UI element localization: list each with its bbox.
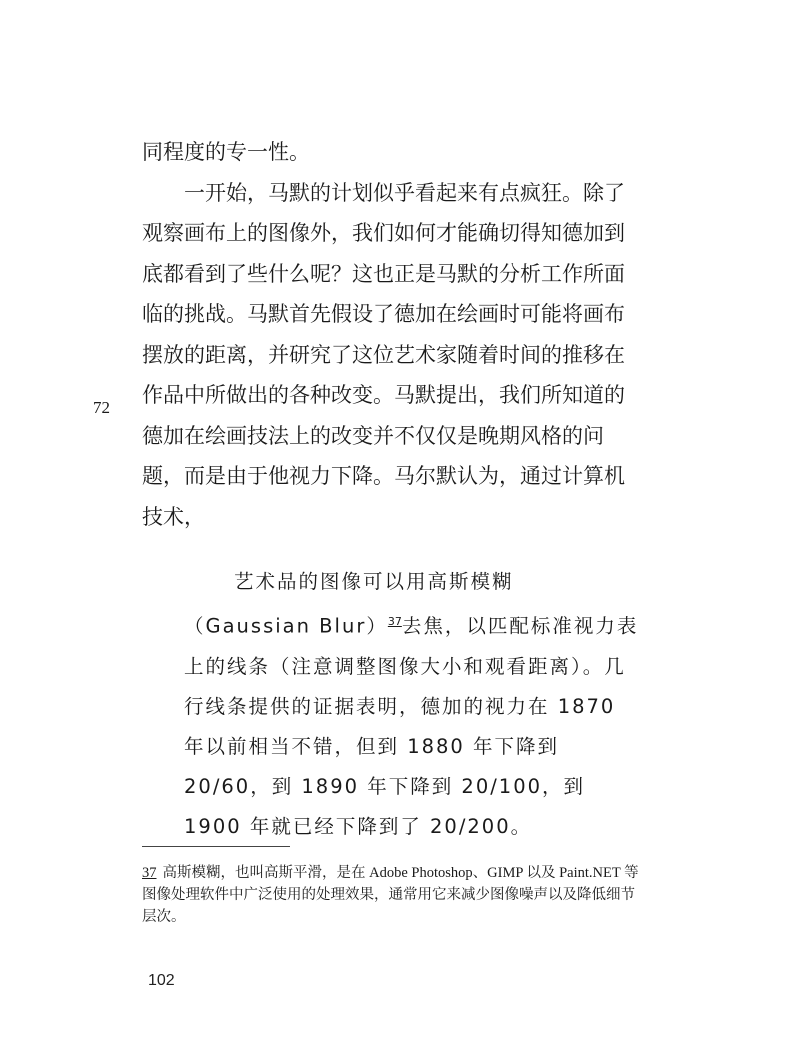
quote-paragraph — [184, 562, 640, 847]
body-paragraph: 一开始，马默的计划似乎看起来有点疯狂。除了观察画布上的图像外，我们如何才能确切得知德加到底都看到了些什么呢？这也正是马默的分析工作所面临的挑战。马默首先假设了德加在绘画时可能将画布摆放的距离，并研究了这位艺术家随着时间的推移在作品中所做出的各种改变。马默提出，我们所知道的德加在绘画技法上的改变并不仅仅是晚期风格的问题，而是由于他视力下降。马尔默认为，通过计算机技术， — [142, 180, 625, 529]
margin-page-number: 72 — [93, 398, 110, 417]
footnote-text: 高斯模糊，也叫高斯平滑，是在 Adobe Photoshop、GIMP 以及 Paint.NET 等图像处理软件中广泛使用的处理效果，通常用它来减少图像噪声以及降低细节层次。 — [142, 865, 639, 925]
block-quote — [184, 562, 640, 847]
quote-text-part2: 去焦，以匹配标准视力表上的线条（注意调整图像大小和观看距离）。几行线条提供的证据表明，德加的视力在 1870 年以前相当不错，但到 1880 年下降到 20/60，到 1890 年下降到 20/100，到 1900 年就已经下降到了 20/200。 — [184, 614, 639, 838]
footnote — [142, 862, 642, 928]
footnote-number: 37 — [142, 865, 157, 881]
body-text — [142, 132, 642, 537]
quote-text-part1: 艺术品的图像可以用高斯模糊（Gaussian Blur） — [184, 570, 514, 638]
page-number: 102 — [148, 972, 175, 989]
footnote-reference[interactable]: 37 — [387, 615, 402, 628]
footnote-divider — [142, 846, 290, 847]
body-line-continuation: 同程度的专一性。 — [142, 140, 310, 164]
